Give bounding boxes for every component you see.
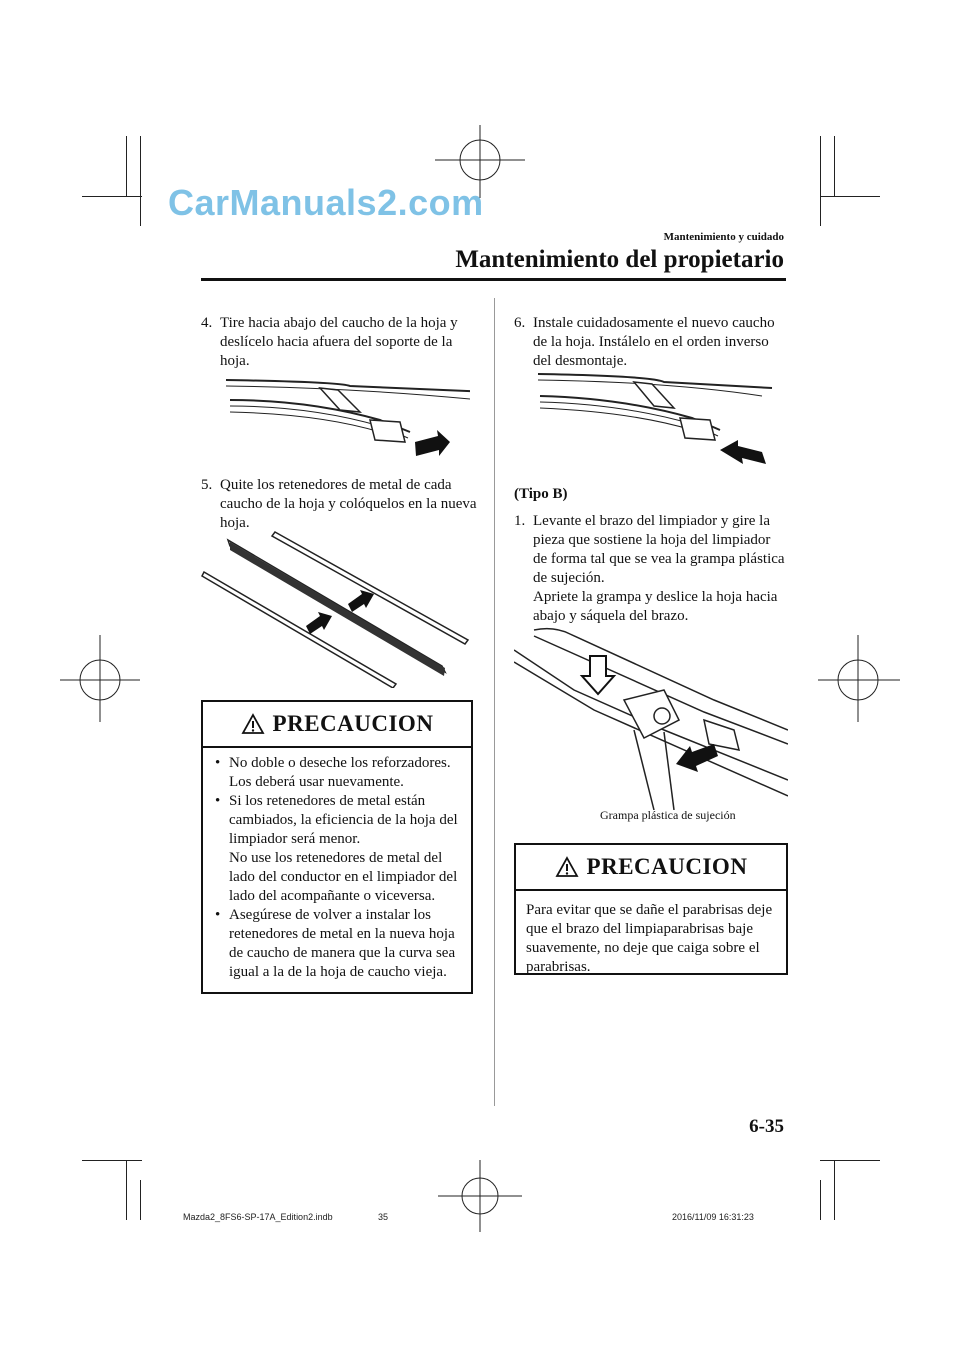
- step-text: Tire hacia abajo del caucho de la hoja y deslícelo hacia afuera del soporte de la hoja.: [220, 315, 458, 369]
- step-text: Levante el brazo del limpiador y gire la pieza que sostiene la hoja del limpiador de forma tal que se vea la grampa plástica de sujeción.: [533, 513, 785, 586]
- figure-blade-slide-out: [220, 370, 470, 470]
- figure-wiper-clip: [514, 620, 788, 810]
- caution-title: PRECAUCION: [586, 854, 748, 879]
- warning-triangle-icon: [241, 713, 265, 735]
- step-number: 6.: [514, 315, 526, 331]
- step-text-continued: Apriete la grampa y deslice la hoja hacia abajo y sáquela del brazo.: [533, 589, 778, 624]
- step-5: [201, 476, 479, 533]
- page-number: 6-35: [749, 1116, 784, 1137]
- type-b-heading: (Tipo B): [514, 486, 568, 502]
- header-rule: [201, 278, 786, 281]
- step-number: 1.: [514, 513, 526, 529]
- caution-heading: [516, 845, 786, 891]
- step-number: 4.: [201, 315, 213, 331]
- figure-metal-retainers: [200, 528, 480, 688]
- footer-filename: Mazda2_8FS6-SP-17A_Edition2.indb: [183, 1212, 333, 1222]
- warning-triangle-icon: [555, 856, 579, 878]
- footer-timestamp: 2016/11/09 16:31:23: [672, 1212, 754, 1222]
- list-item: No use los retenedores de metal del lado del conductor en el limpiador del lado del acompañante o viceversa.: [229, 850, 458, 904]
- footer-page: 35: [378, 1212, 389, 1222]
- page-title: Mantenimiento del propietario: [455, 246, 784, 273]
- step-4: [201, 314, 479, 371]
- figure-caption: Grampa plástica de sujeción: [600, 808, 736, 822]
- caution-box-right: [514, 843, 788, 975]
- step-6: [514, 314, 786, 371]
- step-text: Quite los retenedores de metal de cada caucho de la hoja y colóquelos en la nueva hoja.: [220, 477, 477, 531]
- caution-text: Para evitar que se dañe el parabrisas deje que el brazo del limpiaparabrisas baje suavemente, no deje que caiga sobre el parabrisas.: [526, 902, 773, 975]
- caution-list: [203, 748, 471, 982]
- list-item: • Asegúrese de volver a instalar los retenedores de metal en la nueva hoja de caucho de manera que la curva sea igual a la de la hoja de caucho vieja.: [215, 907, 456, 980]
- step-number: 5.: [201, 477, 213, 493]
- watermark: CarManuals2.com: [168, 182, 484, 223]
- figure-blade-install: [532, 370, 782, 480]
- caution-title: PRECAUCION: [272, 711, 434, 736]
- list-item: • Si los retenedores de metal están cambiados, la eficiencia de la hoja del limpiador será menor.: [215, 793, 458, 847]
- caution-heading: [203, 702, 471, 748]
- section-label: Mantenimiento y cuidado: [663, 231, 784, 243]
- step-text: Instale cuidadosamente el nuevo caucho de la hoja. Instálelo en el orden inverso del desmontaje.: [533, 315, 775, 369]
- list-item: • No doble o deseche los reforzadores. Los deberá usar nuevamente.: [215, 755, 451, 790]
- step-1: [514, 512, 788, 626]
- caution-box-left: [201, 700, 473, 994]
- column-divider: [494, 298, 495, 1106]
